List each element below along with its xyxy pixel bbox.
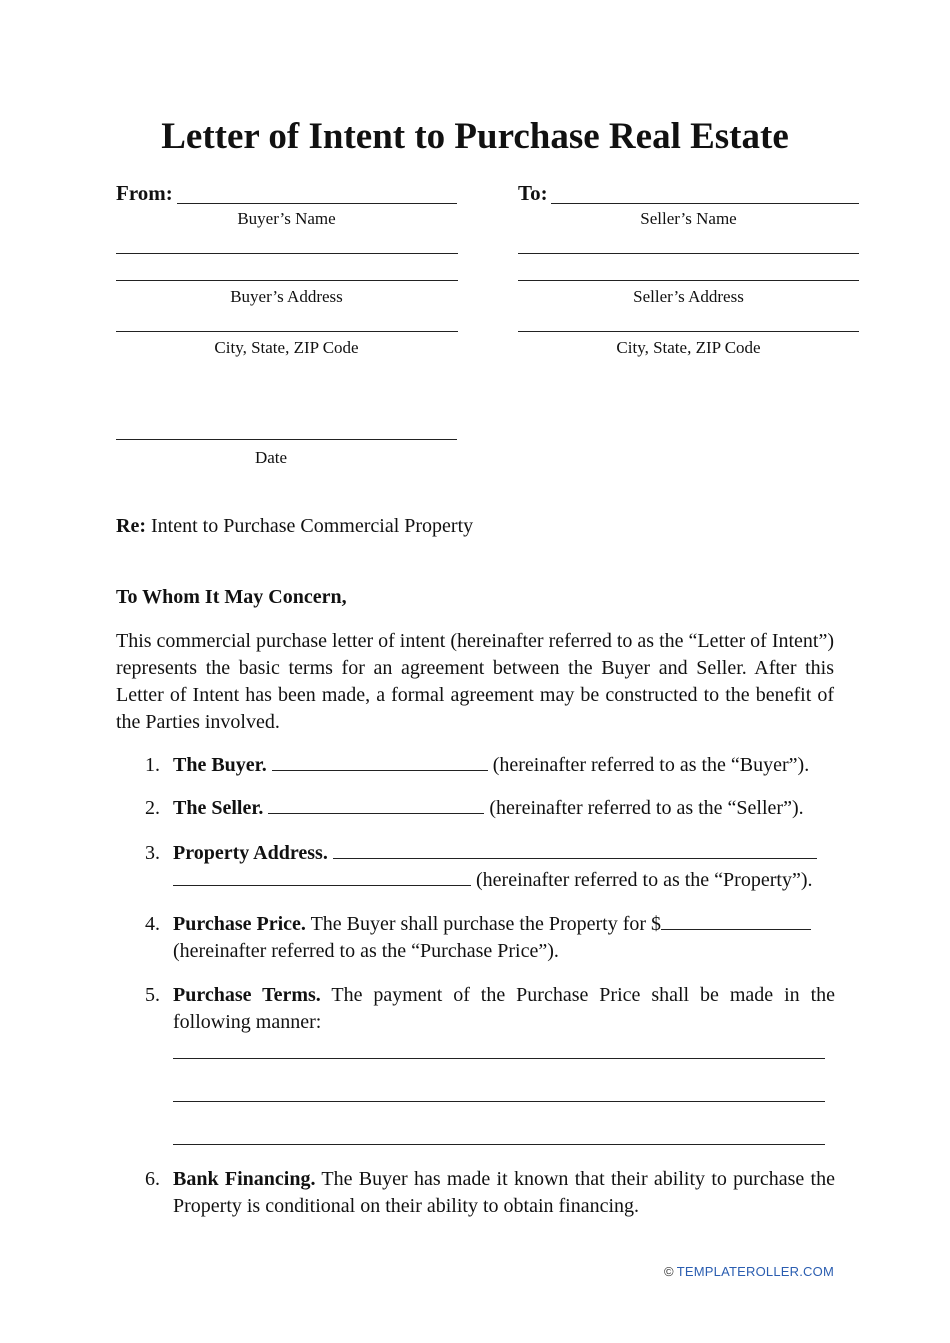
buyer-name-caption: Buyer’s Name xyxy=(237,209,336,228)
item-text: The Buyer has made it known that their ability to purchase the Property is conditional on their ability to obtain financing. xyxy=(173,1168,835,1217)
seller-city-line[interactable] xyxy=(518,331,859,332)
buyer-city-caption: City, State, ZIP Code xyxy=(214,338,359,357)
item-number: 5. xyxy=(145,984,160,1006)
item-label: The Buyer. xyxy=(173,754,267,776)
buyer-name-line[interactable] xyxy=(177,203,457,204)
footer-brand[interactable] xyxy=(664,1264,834,1280)
to-label: To: xyxy=(518,181,548,205)
item-purchase-price xyxy=(173,911,835,965)
seller-city-caption: City, State, ZIP Code xyxy=(616,338,761,357)
purchase-price-blank[interactable] xyxy=(661,911,811,930)
re-line xyxy=(116,513,473,540)
item-buyer xyxy=(173,752,835,779)
buyer-address-line-1[interactable] xyxy=(116,253,458,254)
item-property-address xyxy=(173,840,835,894)
item-label: Bank Financing. xyxy=(173,1168,316,1190)
intro-paragraph: This commercial purchase letter of intent (hereinafter referred to as the “Letter of Intent”) represents the basic terms for an agreement between the Buyer and Seller. After this Letter of Intent has been made, a formal agreement may be constructed to the benefit of the Parties involved. xyxy=(116,630,834,733)
buyer-address-line-2[interactable] xyxy=(116,280,458,281)
item-number: 3. xyxy=(145,842,160,864)
buyer-city-line[interactable] xyxy=(116,331,458,332)
item-text-continued: (hereinafter referred to as the “Purchase Price”). xyxy=(173,940,559,962)
item-number: 4. xyxy=(145,913,160,935)
from-label: From: xyxy=(116,181,173,205)
re-text: Intent to Purchase Commercial Property xyxy=(150,515,474,537)
purchase-terms-line-3[interactable] xyxy=(173,1144,825,1145)
seller-name-caption: Seller’s Name xyxy=(640,209,737,228)
item-text: (hereinafter referred to as the “Seller”). xyxy=(489,797,804,819)
item-purchase-terms xyxy=(173,982,835,1036)
property-address-blank-1[interactable] xyxy=(333,840,817,859)
seller-address-line-2[interactable] xyxy=(518,280,859,281)
item-text: The Buyer shall purchase the Property for $ xyxy=(310,913,662,935)
item-text: (hereinafter referred to as the “Buyer”). xyxy=(492,754,810,776)
date-caption: Date xyxy=(254,448,288,467)
re-label: Re: xyxy=(116,515,146,537)
document-title: Letter of Intent to Purchase Real Estate xyxy=(161,116,789,157)
item-text: The payment of the Purchase Price shall be made in the following manner: xyxy=(173,984,836,1033)
purchase-terms-line-1[interactable] xyxy=(173,1058,825,1059)
item-label: Purchase Terms. xyxy=(173,984,321,1006)
seller-address-caption: Seller’s Address xyxy=(633,287,744,306)
item-label: Property Address. xyxy=(173,842,328,864)
item-number: 6. xyxy=(145,1168,160,1190)
item-text: (hereinafter referred to as the “Property”). xyxy=(476,869,813,891)
property-address-blank-2[interactable] xyxy=(173,867,471,886)
item-label: Purchase Price. xyxy=(173,913,306,935)
date-line[interactable] xyxy=(116,439,457,440)
seller-name-line[interactable] xyxy=(551,203,859,204)
copyright-symbol: © xyxy=(663,1264,674,1279)
item-label: The Seller. xyxy=(173,797,264,819)
seller-blank[interactable] xyxy=(268,795,484,814)
item-seller xyxy=(173,795,835,822)
salutation: To Whom It May Concern, xyxy=(116,586,347,608)
item-number: 2. xyxy=(145,797,160,819)
item-number: 1. xyxy=(145,754,160,776)
purchase-terms-line-2[interactable] xyxy=(173,1101,825,1102)
buyer-blank[interactable] xyxy=(272,752,488,771)
brand-link[interactable]: TEMPLATEROLLER.COM xyxy=(676,1264,834,1279)
buyer-address-caption: Buyer’s Address xyxy=(230,287,343,306)
seller-address-line-1[interactable] xyxy=(518,253,859,254)
item-bank-financing xyxy=(173,1166,835,1220)
